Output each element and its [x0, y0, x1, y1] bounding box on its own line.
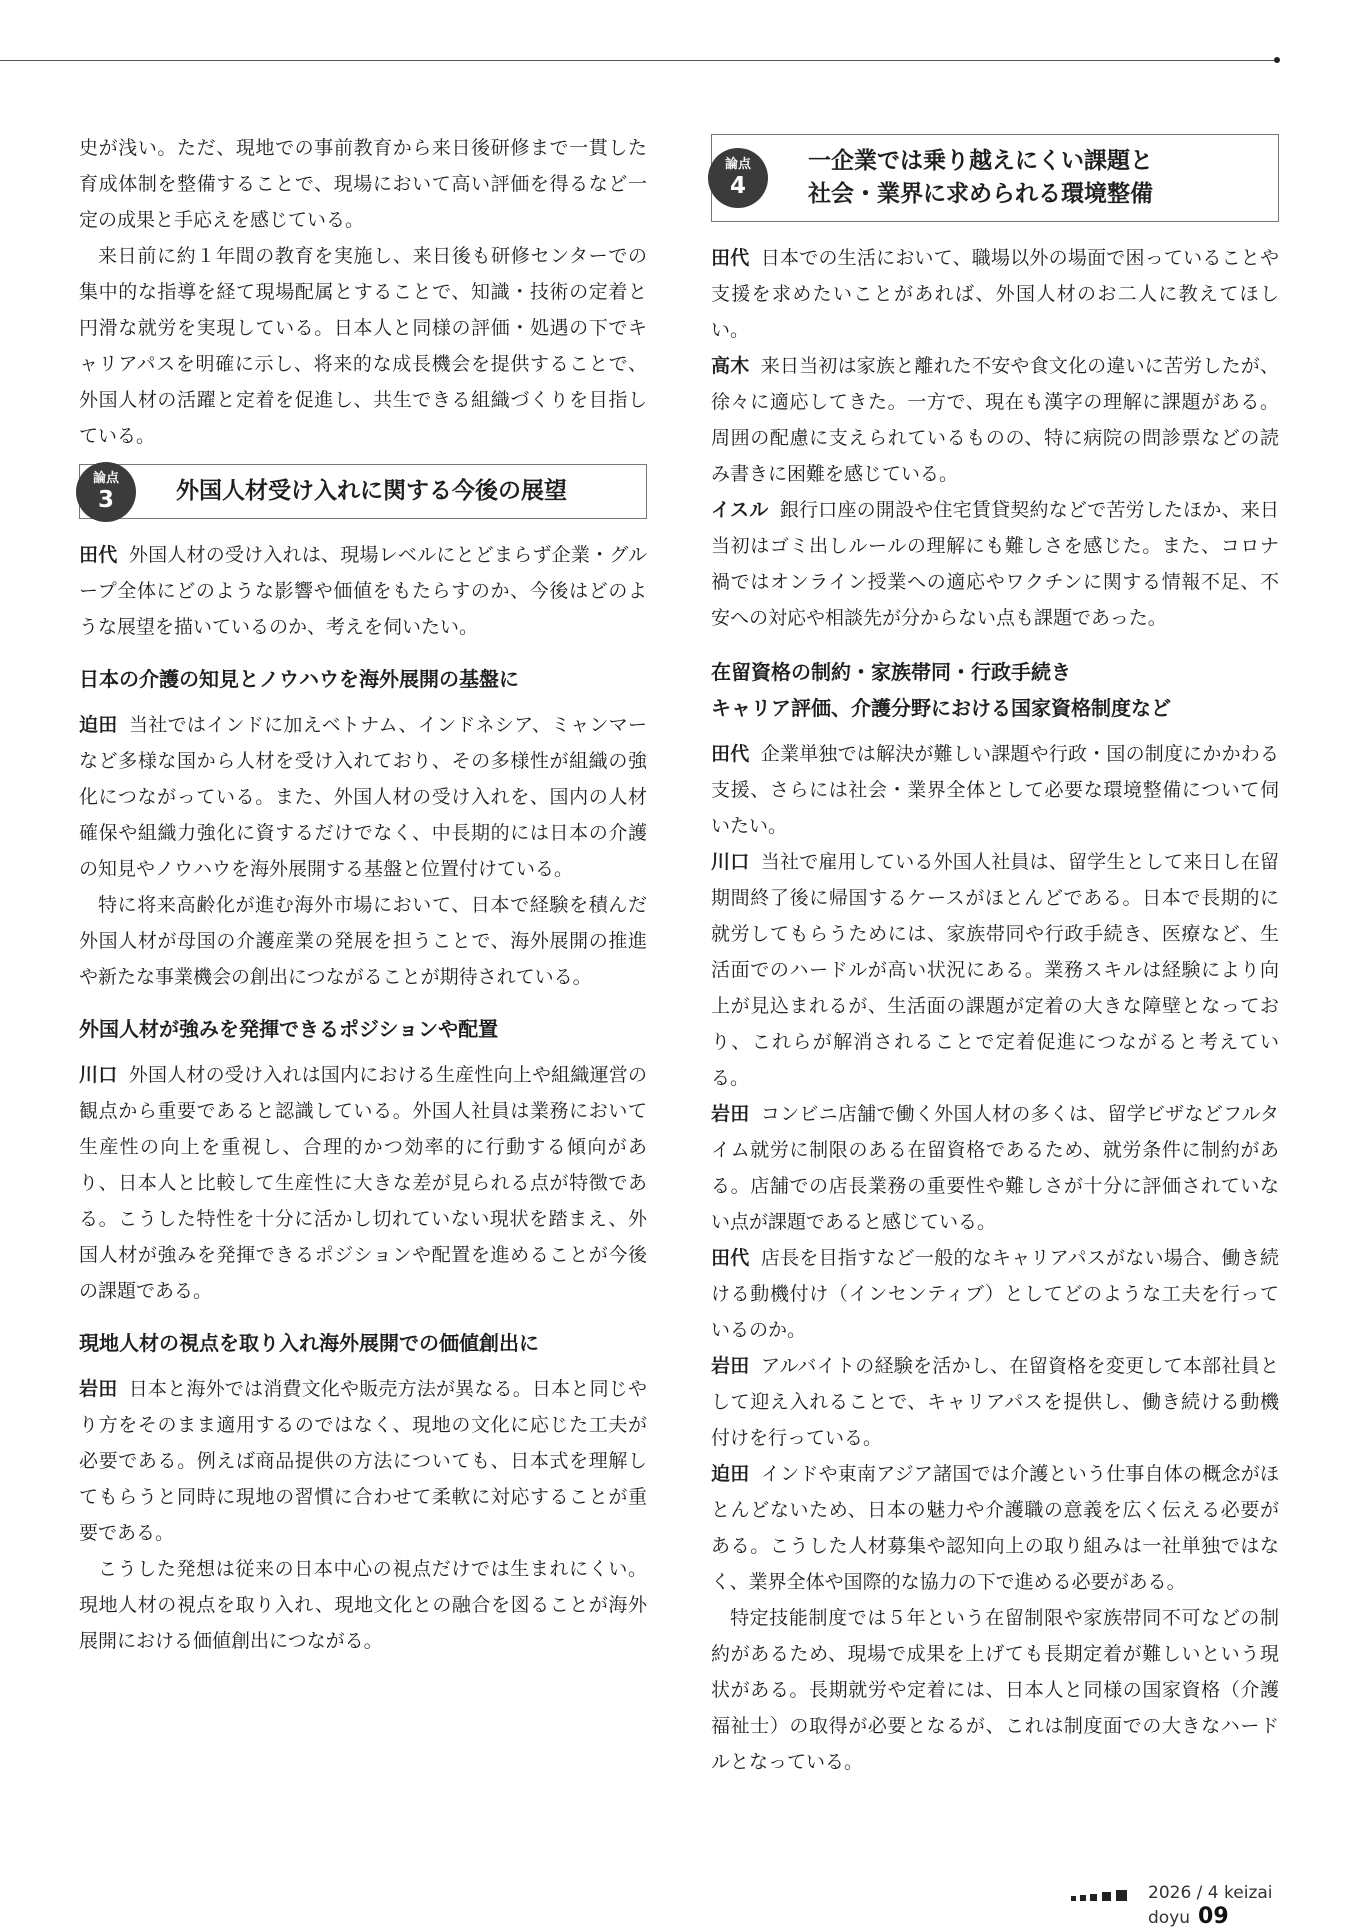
closing-paragraph: 特定技能制度では５年という在留制限や家族帯同不可などの制約があるため、現場で成果を上げても長期定着が難しいという現状がある。長期就労や定着には、日本人と同様の国家資格（介護福祉士）の取得が必要となるが、これは制度面での大きなハードルとなっている。 — [711, 1607, 1279, 1773]
dialog2-paragraph — [711, 844, 1279, 1096]
speaker-name: 田代 — [79, 544, 118, 566]
q1-paragraph — [79, 537, 647, 645]
ronten-3-title: 外国人材受け入れに関する今後の展望 — [176, 478, 567, 504]
right-column — [711, 134, 1279, 1780]
dialog2-paragraph — [711, 1348, 1279, 1456]
ronten-3-badge-number: 3 — [97, 486, 114, 513]
dialog-text: インドや東南アジア諸国では介護という仕事自体の概念がほとんどないため、日本の魅力や介護職の意義を広く伝える必要がある。こうした人材募集や認知向上の取り組みは一社単独ではなく、業界全体や国際的な協力の下で進める必要がある。 — [711, 1463, 1279, 1593]
sub-heading-right-line-2: キャリア評価、介護分野における国家資格制度など — [711, 696, 1171, 720]
ronten-4-title-line-1: 一企業では乗り越えにくい課題と — [808, 148, 1153, 174]
dialog-text: 当社で雇用している外国人社員は、留学生として来日し在留期間終了後に帰国するケースがほとんどである。日本で長期的に就労してもらうためには、家族帯同や行政手続き、医療など、生活面でのハードルが高い状況にある。業務スキルは経験により向上が見込まれるが、生活面の課題が定着の大きな障壁となっており、これらが解消されることで定着促進につながると考えている。 — [711, 851, 1279, 1089]
speaker-name: 田代 — [711, 743, 750, 765]
sub1-paragraph-2: 特に将来高齢化が進む海外市場において、日本で経験を積んだ外国人材が母国の介護産業の発展を担うことで、海外展開の推進や新たな事業機会の創出につながることが期待されている。 — [79, 894, 647, 988]
left-column — [79, 130, 647, 1659]
speaker-name: 迫田 — [79, 714, 118, 736]
dialog2-paragraph — [711, 736, 1279, 844]
intro-paragraph-1: 史が浅い。ただ、現地での事前教育から来日後研修まで一貫した育成体制を整備することで、現場において高い評価を得るなど一定の成果と手応えを感じている。 — [79, 137, 647, 231]
sub3-paragraph-1 — [79, 1371, 647, 1551]
speaker-name: 岩田 — [79, 1378, 118, 1400]
dialog-text: 店長を目指すなど一般的なキャリアパスがない場合、働き続ける動機付け（インセンティブ）としてどのような工夫を行っているのか。 — [711, 1247, 1279, 1341]
footer-square — [1090, 1894, 1097, 1901]
speaker-name: 迫田 — [711, 1463, 750, 1485]
sub-heading-right — [711, 654, 1279, 726]
dialog2-paragraph — [711, 1096, 1279, 1240]
speaker-name: 田代 — [711, 247, 750, 269]
dialog-text: 銀行口座の開設や住宅賃貸契約などで苦労したほか、来日当初はゴミ出しルールの理解にも難しさを感じた。また、コロナ禍ではオンライン授業への適応やワクチンに関する情報不足、不安への対応や相談先が分からない点も課題であった。 — [711, 499, 1279, 629]
sub1-paragraph-1 — [79, 707, 647, 887]
footer — [1148, 1881, 1358, 1930]
header-rule-dot — [1274, 57, 1280, 63]
sub3-paragraph-2: こうした発想は従来の日本中心の視点だけでは生まれにくい。現地人材の視点を取り入れ、現地文化との融合を図ることが海外展開における価値創出につながる。 — [79, 1558, 647, 1652]
footer-square — [1080, 1895, 1086, 1901]
dialog-text: 来日当初は家族と離れた不安や食文化の違いに苦労したが、徐々に適応してきた。一方で、現在も漢字の理解に課題がある。周囲の配慮に支えられているものの、特に病院の問診票などの読み書きに困難を感じている。 — [711, 355, 1279, 485]
sub2-text: 外国人材の受け入れは国内における生産性向上や組織運営の観点から重要であると認識している。外国人社員は業務において生産性の向上を重視し、合理的かつ効率的に行動する傾向があり、日本人と比較して生産性に大きな差が見られる点が特徴である。こうした特性を十分に活かし切れていない現状を踏まえ、外国人材が強みを発揮できるポジションや配置を進めることが今後の課題である。 — [79, 1064, 647, 1302]
sub3-text: 日本と海外では消費文化や販売方法が異なる。日本と同じやり方をそのまま適用するのではなく、現地の文化に応じた工夫が必要である。例えば商品提供の方法についても、日本式を理解してもらうと同時に現地の習慣に合わせて柔軟に対応することが重要である。 — [79, 1378, 647, 1544]
dialog1-paragraph — [711, 240, 1279, 348]
ronten-4-badge-label: 論点 — [724, 157, 751, 172]
footer-square — [1102, 1892, 1111, 1901]
dialog-text: アルバイトの経験を活かし、在留資格を変更して本部社員として迎え入れることで、キャリアパスを提供し、働き続ける動機付けを行っている。 — [711, 1355, 1279, 1449]
ronten-3-badge — [76, 462, 136, 522]
ronten-3-box — [79, 464, 647, 519]
dialog1-paragraph — [711, 492, 1279, 636]
ronten-4-badge — [708, 148, 768, 208]
ronten-4-box — [711, 134, 1279, 222]
footer-issue: 2026 / 4 keizai doyu — [1148, 1883, 1273, 1928]
q1-text: 外国人材の受け入れは、現場レベルにとどまらず企業・グループ全体にどのような影響や価値をもたらすのか、今後はどのような展望を描いているのか、考えを伺いたい。 — [79, 544, 647, 638]
dialog2-paragraph — [711, 1240, 1279, 1348]
dialog-text: 企業単独では解決が難しい課題や行政・国の制度にかかわる支援、さらには社会・業界全体として必要な環境整備について伺いたい。 — [711, 743, 1279, 837]
dialog1-paragraph — [711, 348, 1279, 492]
sub-heading-3: 現地人材の視点を取り入れ海外展開での価値創出に — [79, 1331, 539, 1355]
sub-heading-right-line-1: 在留資格の制約・家族帯同・行政手続き — [711, 660, 1071, 684]
header-rule — [0, 60, 1276, 61]
sub2-paragraph — [79, 1057, 647, 1309]
sub1-text: 当社ではインドに加えベトナム、インドネシア、ミャンマーなど多様な国から人材を受け入れており、その多様性が組織の強化につながっている。また、外国人材の受け入れを、国内の人材確保や組織力強化に資するだけでなく、中長期的には日本の介護の知見やノウハウを海外展開する基盤と位置付けている。 — [79, 714, 647, 880]
ronten-4-title-line-2: 社会・業界に求められる環境整備 — [808, 181, 1153, 207]
speaker-name: イスル — [711, 499, 769, 521]
sub-heading-2: 外国人材が強みを発揮できるポジションや配置 — [79, 1017, 499, 1041]
speaker-name: 川口 — [711, 851, 750, 873]
intro-paragraph-2: 来日前に約１年間の教育を実施し、来日後も研修センターでの集中的な指導を経て現場配属とすることで、知識・技術の定着と円滑な就労を実現している。日本人と同様の評価・処遇の下でキャリアパスを明確に示し、将来的な成長機会を提供することで、外国人材の活躍と定着を促進し、共生できる組織づくりを目指している。 — [79, 245, 647, 447]
page-number: 09 — [1198, 1904, 1229, 1929]
ronten-3-badge-label: 論点 — [92, 470, 119, 486]
footer-square — [1116, 1890, 1127, 1901]
sub-heading-1: 日本の介護の知見とノウハウを海外展開の基盤に — [79, 667, 519, 691]
speaker-name: 田代 — [711, 1247, 750, 1269]
speaker-name: 岩田 — [711, 1355, 750, 1377]
speaker-name: 岩田 — [711, 1103, 750, 1125]
dialog-text: コンビニ店舗で働く外国人材の多くは、留学ビザなどフルタイム就労に制限のある在留資格であるため、就労条件に制約がある。店舗での店長業務の重要性や難しさが十分に評価されていない点が課題であると感じている。 — [711, 1103, 1279, 1233]
dialog-text: 日本での生活において、職場以外の場面で困っていることや支援を求めたいことがあれば、外国人材のお二人に教えてほしい。 — [711, 247, 1279, 341]
ronten-4-badge-number: 4 — [729, 173, 746, 199]
dialog2-paragraph — [711, 1456, 1279, 1600]
footer-square — [1071, 1896, 1076, 1901]
speaker-name: 川口 — [79, 1064, 118, 1086]
speaker-name: 高木 — [711, 355, 750, 377]
